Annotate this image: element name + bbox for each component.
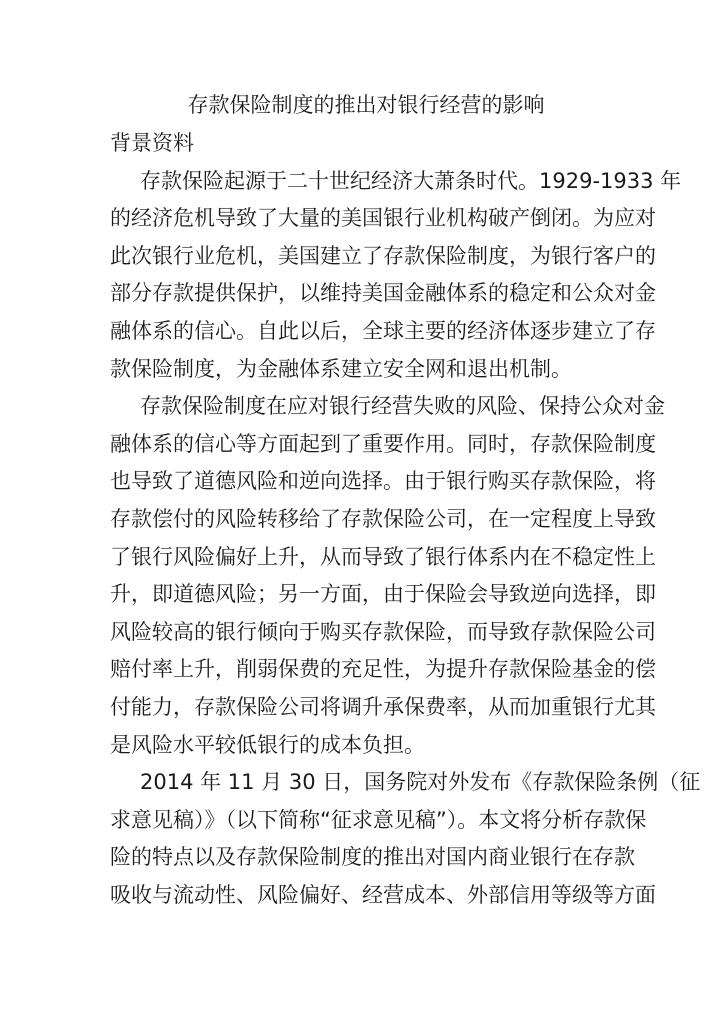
paragraph-line: 付能力，存款保险公司将调升承保费率，从而加重银行尤其 [110,694,656,719]
paragraph [110,388,665,764]
paragraph-line: 此次银行业危机，美国建立了存款保险制度，为银行客户的 [110,243,656,268]
paragraph-line: 存款保险制度在应对银行经营失败的风险、保持公众对金 [140,394,665,419]
paragraph-line: 2014 年 11 月 30 日，国务院对外发布《存款保险条例（征 [140,770,701,795]
document-body [110,163,701,915]
paragraph-line: 升，即道德风险；另一方面，由于保险会导致逆向选择，即 [110,582,656,607]
paragraph-line: 部分存款提供保护，以维持美国金融体系的稳定和公众对金 [110,281,656,306]
paragraph-line: 是风险水平较低银行的成本负担。 [110,732,425,757]
paragraph-line: 求意见稿）》（以下简称“征求意见稿”）。本文将分析存款保 [110,807,647,832]
paragraph-line: 了银行风险偏好上升，从而导致了银行体系内在不稳定性上 [110,544,656,569]
paragraph-line: 款保险制度，为金融体系建立安全网和退出机制。 [110,356,572,381]
paragraph-line: 也导致了道德风险和逆向选择。由于银行购买存款保险，将 [110,469,656,494]
paragraph-line: 存款偿付的风险转移给了存款保险公司，在一定程度上导致 [110,506,656,531]
paragraph-line: 的经济危机导致了大量的美国银行业机构破产倒闭。为应对 [110,206,656,231]
paragraph [110,764,701,914]
paragraph-line: 风险较高的银行倾向于购买存款保险，而导致存款保险公司 [110,619,656,644]
paragraph-line: 险的特点以及存款保险制度的推出对国内商业银行在存款 [110,845,635,870]
paragraph-line: 赔付率上升，削弱保费的充足性，为提升存款保险基金的偿 [110,657,656,682]
section-heading: 背景资料 [110,131,194,155]
document-title: 存款保险制度的推出对银行经营的影响 [187,93,545,117]
document-page [110,86,701,914]
paragraph-line: 吸收与流动性、风险偏好、经营成本、外部信用等级等方面 [110,882,656,907]
paragraph-line: 融体系的信心等方面起到了重要作用。同时，存款保险制度 [110,431,656,456]
paragraph [110,163,682,389]
paragraph-line: 融体系的信心。自此以后，全球主要的经济体逐步建立了存 [110,318,656,343]
paragraph-line: 存款保险起源于二十世纪经济大萧条时代。1929-1933 年 [140,168,682,193]
